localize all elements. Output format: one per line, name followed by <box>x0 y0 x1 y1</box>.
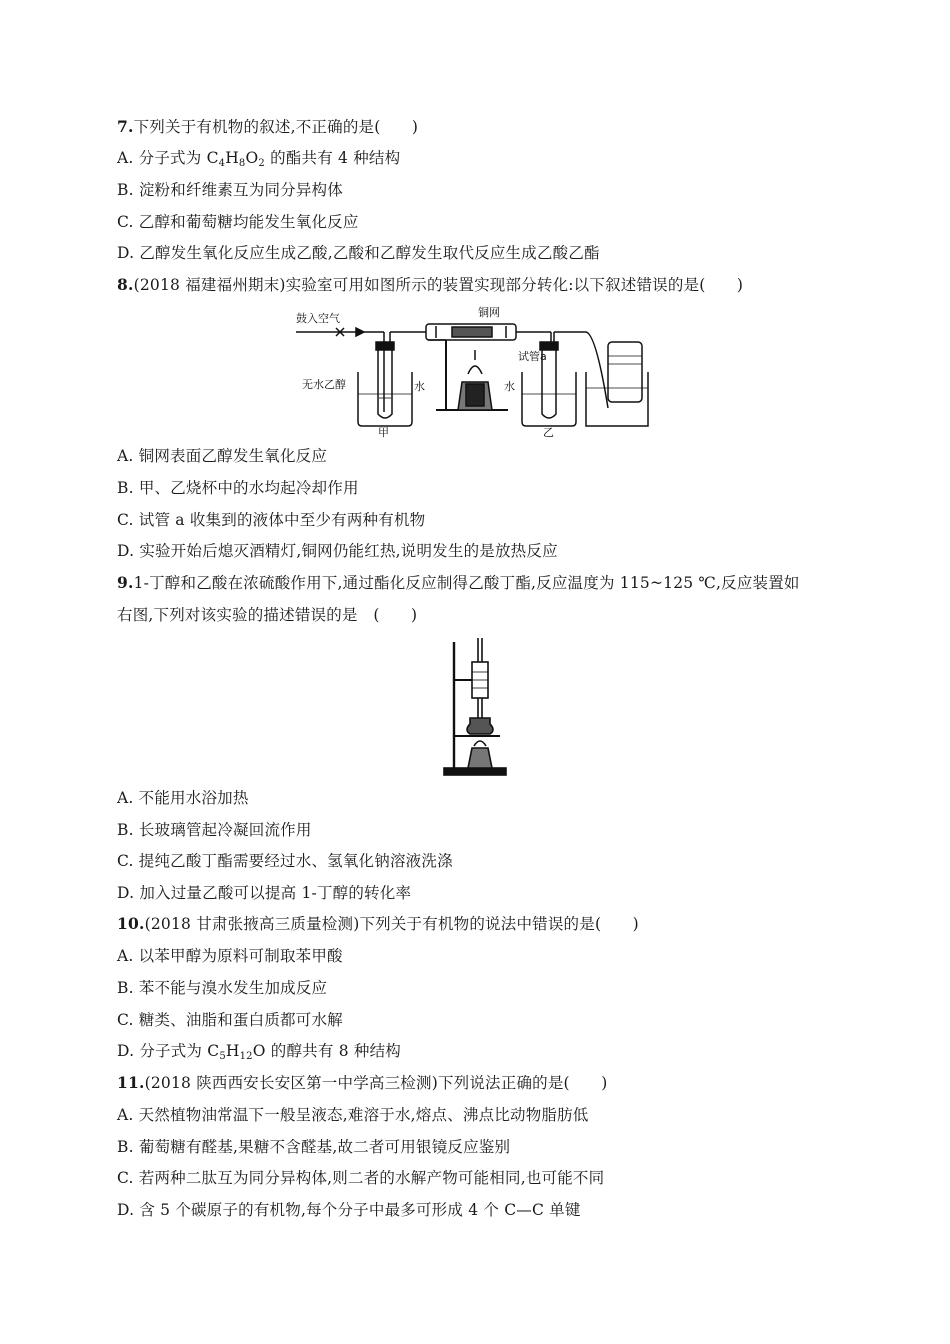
q8-label-tube: 试管a <box>518 350 547 363</box>
q8-stem: 8.(2018 福建福州期末)实验室可用如图所示的装置实现部分转化:以下叙述错误的是( ) <box>117 275 744 294</box>
q11-option-b: B. 葡萄糖有醛基,果糖不含醛基,故二者可用银镜反应鉴别 <box>117 1138 511 1156</box>
q8-label-mesh: 铜网 <box>478 306 500 319</box>
q9-stem-line2: 右图,下列对该实验的描述错误的是 ( ) <box>117 606 418 624</box>
q9-number: 9. <box>117 573 134 592</box>
q11-option-a: A. 天然植物油常温下一般呈液态,难溶于水,熔点、沸点比动物脂肪低 <box>117 1106 589 1124</box>
q7-option-d: D. 乙醇发生氧化反应生成乙酸,乙酸和乙醇发生取代反应生成乙酸乙酯 <box>117 244 600 262</box>
q8-option-c: C. 试管 a 收集到的液体中至少有两种有机物 <box>117 511 426 529</box>
q11-option-d: D. 含 5 个碳原子的有机物,每个分子中最多可形成 4 个 C—C 单键 <box>117 1201 581 1219</box>
q9-option-c: C. 提纯乙酸丁酯需要经过水、氢氧化钠溶液洗涤 <box>117 852 453 870</box>
q7-option-c: C. 乙醇和葡萄糖均能发生氧化反应 <box>117 213 359 231</box>
q8-label-yi: 乙 <box>543 426 554 438</box>
q10-option-b: B. 苯不能与溴水发生加成反应 <box>117 979 328 997</box>
q10-stem: 10.(2018 甘肃张掖高三质量检测)下列关于有机物的说法中错误的是( ) <box>117 914 639 933</box>
q7-option-b: B. 淀粉和纤维素互为同分异构体 <box>117 181 343 199</box>
q7-stem <box>117 117 418 137</box>
q8-label-water2: 水 <box>504 380 515 393</box>
q9-option-d: D. 加入过量乙酸可以提高 1-丁醇的转化率 <box>117 884 412 902</box>
q7-stem-text: 下列关于有机物的叙述,不正确的是( ) <box>133 118 419 136</box>
q8-number: 8. <box>117 275 134 294</box>
q7-option-a: A. 分子式为 $C_4H_8O_2$ 的酯共有 4 种结构 <box>117 149 401 169</box>
q10-option-a: A. 以苯甲醇为原料可制取苯甲酸 <box>117 947 343 965</box>
q8-label-air: 鼓入空气 <box>296 312 340 325</box>
q8-option-d: D. 实验开始后熄灭酒精灯,铜网仍能红热,说明发生的是放热反应 <box>117 542 558 560</box>
q8-label-jia: 甲 <box>378 426 389 438</box>
q9-reflux-apparatus-figure <box>442 636 508 778</box>
q9-option-a: A. 不能用水浴加热 <box>117 789 249 807</box>
q10-option-d: D. 分子式为 $C_5H_{12}O$ 的醇共有 8 种结构 <box>117 1042 401 1062</box>
q11-option-c: C. 若两种二肽互为同分异构体,则二者的水解产物可能相同,也可能不同 <box>117 1169 605 1187</box>
q10-number: 10. <box>117 914 145 933</box>
q11-stem: 11.(2018 陕西西安长安区第一中学高三检测)下列说法正确的是( ) <box>117 1073 608 1092</box>
q9-stem-line1: 9.1-丁醇和乙酸在浓硫酸作用下,通过酯化反应制得乙酸丁酯,反应温度为 115~125 ℃,反应装置如 <box>117 573 800 592</box>
q8-option-a: A. 铜网表面乙醇发生氧化反应 <box>117 447 328 465</box>
q7-number: 7. <box>117 117 134 136</box>
q8-apparatus-figure <box>296 302 652 438</box>
q10-option-c: C. 糖类、油脂和蛋白质都可水解 <box>117 1011 343 1029</box>
q8-label-ethanol: 无水乙醇 <box>302 378 346 391</box>
q8-label-water1: 水 <box>414 380 425 393</box>
q9-option-b: B. 长玻璃管起冷凝回流作用 <box>117 821 312 839</box>
q8-option-b: B. 甲、乙烧杯中的水均起冷却作用 <box>117 479 359 497</box>
q11-number: 11. <box>117 1073 145 1092</box>
